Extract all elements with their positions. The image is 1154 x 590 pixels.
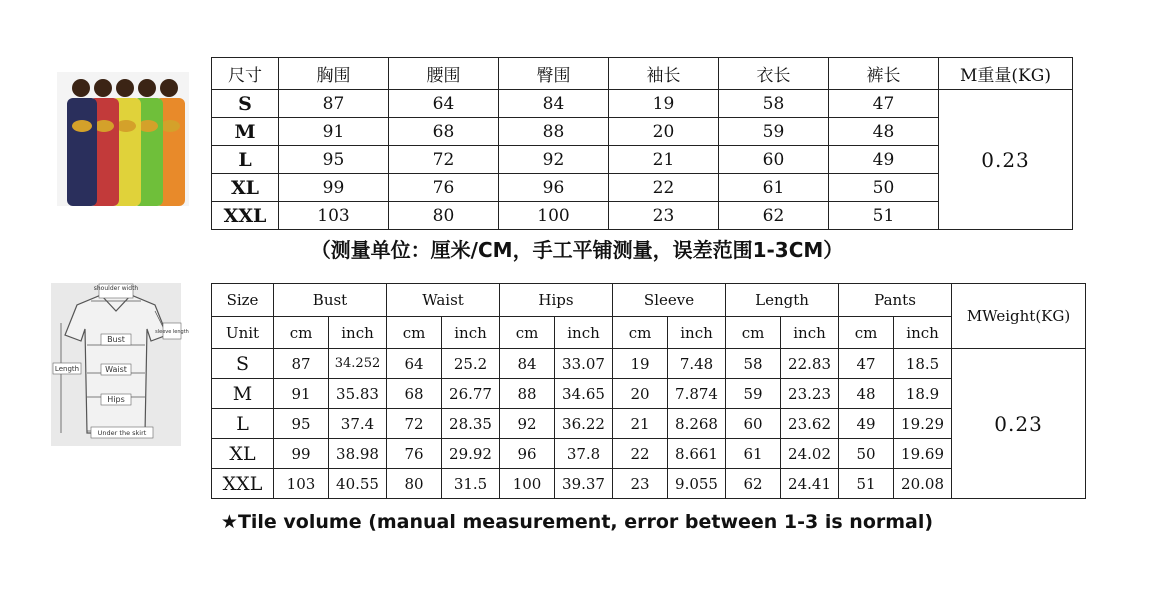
value-cell: 60 [719, 146, 829, 174]
value-cell: 51 [839, 469, 894, 499]
product-photo-image [57, 72, 189, 206]
table-row [212, 349, 1086, 379]
unit-cell: cm [387, 317, 442, 349]
en-header-bust: Bust [274, 284, 387, 317]
cn-header-waist: 腰围 [389, 58, 499, 90]
value-cell: 76 [389, 174, 499, 202]
value-cell: 72 [389, 146, 499, 174]
value-cell: 80 [389, 202, 499, 230]
value-cell: 48 [829, 118, 939, 146]
unit-cell: cm [839, 317, 894, 349]
table-row [212, 90, 1073, 118]
cn-header-sleeve: 袖长 [609, 58, 719, 90]
value-cell: 59 [719, 118, 829, 146]
hips-label: Hips [107, 395, 125, 404]
value-cell: 88 [500, 379, 555, 409]
unit-cell: cm [500, 317, 555, 349]
value-cell: 29.92 [442, 439, 500, 469]
value-cell: 99 [274, 439, 329, 469]
value-cell: 24.41 [781, 469, 839, 499]
cn-header-length: 衣长 [719, 58, 829, 90]
value-cell: 8.268 [668, 409, 726, 439]
value-cell: 87 [279, 90, 389, 118]
value-cell: 37.8 [555, 439, 613, 469]
value-cell: 18.9 [894, 379, 952, 409]
en-header-size: Size [212, 284, 274, 317]
shoulder-width-label: shoulder width [93, 285, 139, 292]
value-cell: 31.5 [442, 469, 500, 499]
value-cell: 62 [719, 202, 829, 230]
value-cell: 100 [500, 469, 555, 499]
size-cell: M [212, 118, 279, 146]
value-cell: 7.874 [668, 379, 726, 409]
size-cell: L [212, 146, 279, 174]
weight-cell: 0.23 [952, 349, 1086, 499]
value-cell: 100 [499, 202, 609, 230]
cn-header-hips: 臀围 [499, 58, 609, 90]
value-cell: 35.83 [329, 379, 387, 409]
value-cell: 23.62 [781, 409, 839, 439]
unit-cell: inch [555, 317, 613, 349]
cn-header-pants: 裤长 [829, 58, 939, 90]
sleeve-length-label: sleeve length [155, 329, 189, 335]
value-cell: 23 [609, 202, 719, 230]
value-cell: 58 [726, 349, 781, 379]
unit-cell: cm [274, 317, 329, 349]
cn-header-size: 尺寸 [212, 58, 279, 90]
value-cell: 38.98 [329, 439, 387, 469]
value-cell: 48 [839, 379, 894, 409]
value-cell: 21 [609, 146, 719, 174]
size-cell: L [212, 409, 274, 439]
value-cell: 68 [387, 379, 442, 409]
value-cell: 96 [499, 174, 609, 202]
value-cell: 103 [274, 469, 329, 499]
value-cell: 64 [389, 90, 499, 118]
value-cell: 84 [499, 90, 609, 118]
value-cell: 36.22 [555, 409, 613, 439]
size-table-en [211, 283, 1086, 499]
dress-outline-drawing [51, 283, 189, 446]
value-cell: 61 [719, 174, 829, 202]
unit-cell: cm [613, 317, 668, 349]
value-cell: 37.4 [329, 409, 387, 439]
unit-cell: inch [329, 317, 387, 349]
weight-cell: 0.23 [939, 90, 1073, 230]
en-header-hips: Hips [500, 284, 613, 317]
value-cell: 91 [274, 379, 329, 409]
length-label: Length [54, 365, 80, 373]
value-cell: 33.07 [555, 349, 613, 379]
en-header-pants: Pants [839, 284, 952, 317]
value-cell: 34.252 [329, 349, 387, 379]
value-cell: 18.5 [894, 349, 952, 379]
size-table-cn [211, 57, 1073, 230]
value-cell: 49 [839, 409, 894, 439]
value-cell: 7.48 [668, 349, 726, 379]
value-cell: 19 [613, 349, 668, 379]
value-cell: 22 [613, 439, 668, 469]
cn-header-row [212, 58, 1073, 90]
value-cell: 58 [719, 90, 829, 118]
value-cell: 64 [387, 349, 442, 379]
waist-label: Waist [105, 365, 127, 374]
measurement-diagram [51, 283, 189, 446]
value-cell: 47 [829, 90, 939, 118]
unit-cell: inch [894, 317, 952, 349]
value-cell: 95 [279, 146, 389, 174]
value-cell: 19.69 [894, 439, 952, 469]
value-cell: 50 [829, 174, 939, 202]
model-figure [67, 79, 97, 206]
value-cell: 19.29 [894, 409, 952, 439]
bust-label: Bust [107, 335, 125, 344]
value-cell: 87 [274, 349, 329, 379]
cn-header-bust: 胸围 [279, 58, 389, 90]
size-cell: XXL [212, 202, 279, 230]
size-cell: S [212, 90, 279, 118]
size-cell: M [212, 379, 274, 409]
size-cell: S [212, 349, 274, 379]
value-cell: 21 [613, 409, 668, 439]
value-cell: 92 [499, 146, 609, 174]
cn-measurement-note: （测量单位：厘米/CM，手工平铺测量，误差范围1-3CM） [310, 238, 844, 262]
en-header-sleeve: Sleeve [613, 284, 726, 317]
value-cell: 92 [500, 409, 555, 439]
en-header-row [212, 284, 1086, 317]
unit-cell: inch [668, 317, 726, 349]
value-cell: 23 [613, 469, 668, 499]
value-cell: 34.65 [555, 379, 613, 409]
value-cell: 62 [726, 469, 781, 499]
value-cell: 8.661 [668, 439, 726, 469]
value-cell: 19 [609, 90, 719, 118]
value-cell: 88 [499, 118, 609, 146]
value-cell: 59 [726, 379, 781, 409]
value-cell: 60 [726, 409, 781, 439]
value-cell: 47 [839, 349, 894, 379]
value-cell: 20 [613, 379, 668, 409]
value-cell: 50 [839, 439, 894, 469]
hem-label: Under the skirt [97, 429, 147, 437]
unit-cell: inch [442, 317, 500, 349]
value-cell: 22 [609, 174, 719, 202]
value-cell: 25.2 [442, 349, 500, 379]
value-cell: 76 [387, 439, 442, 469]
value-cell: 99 [279, 174, 389, 202]
unit-cell: cm [726, 317, 781, 349]
value-cell: 68 [389, 118, 499, 146]
value-cell: 95 [274, 409, 329, 439]
en-header-length: Length [726, 284, 839, 317]
value-cell: 61 [726, 439, 781, 469]
value-cell: 20 [609, 118, 719, 146]
value-cell: 49 [829, 146, 939, 174]
cn-header-weight: M重量(KG) [939, 58, 1073, 90]
value-cell: 22.83 [781, 349, 839, 379]
en-header-waist: Waist [387, 284, 500, 317]
value-cell: 20.08 [894, 469, 952, 499]
value-cell: 40.55 [329, 469, 387, 499]
value-cell: 24.02 [781, 439, 839, 469]
value-cell: 72 [387, 409, 442, 439]
unit-cell: inch [781, 317, 839, 349]
value-cell: 51 [829, 202, 939, 230]
value-cell: 84 [500, 349, 555, 379]
value-cell: 39.37 [555, 469, 613, 499]
value-cell: 28.35 [442, 409, 500, 439]
value-cell: 26.77 [442, 379, 500, 409]
value-cell: 96 [500, 439, 555, 469]
en-measurement-note: ★Tile volume (manual measurement, error between 1-3 is normal) [220, 511, 934, 533]
en-header-weight: MWeight(KG) [952, 284, 1086, 349]
value-cell: 9.055 [668, 469, 726, 499]
unit-label: Unit [212, 317, 274, 349]
value-cell: 103 [279, 202, 389, 230]
value-cell: 23.23 [781, 379, 839, 409]
size-cell: XXL [212, 469, 274, 499]
value-cell: 80 [387, 469, 442, 499]
value-cell: 91 [279, 118, 389, 146]
size-cell: XL [212, 439, 274, 469]
size-cell: XL [212, 174, 279, 202]
product-photo [57, 72, 189, 206]
